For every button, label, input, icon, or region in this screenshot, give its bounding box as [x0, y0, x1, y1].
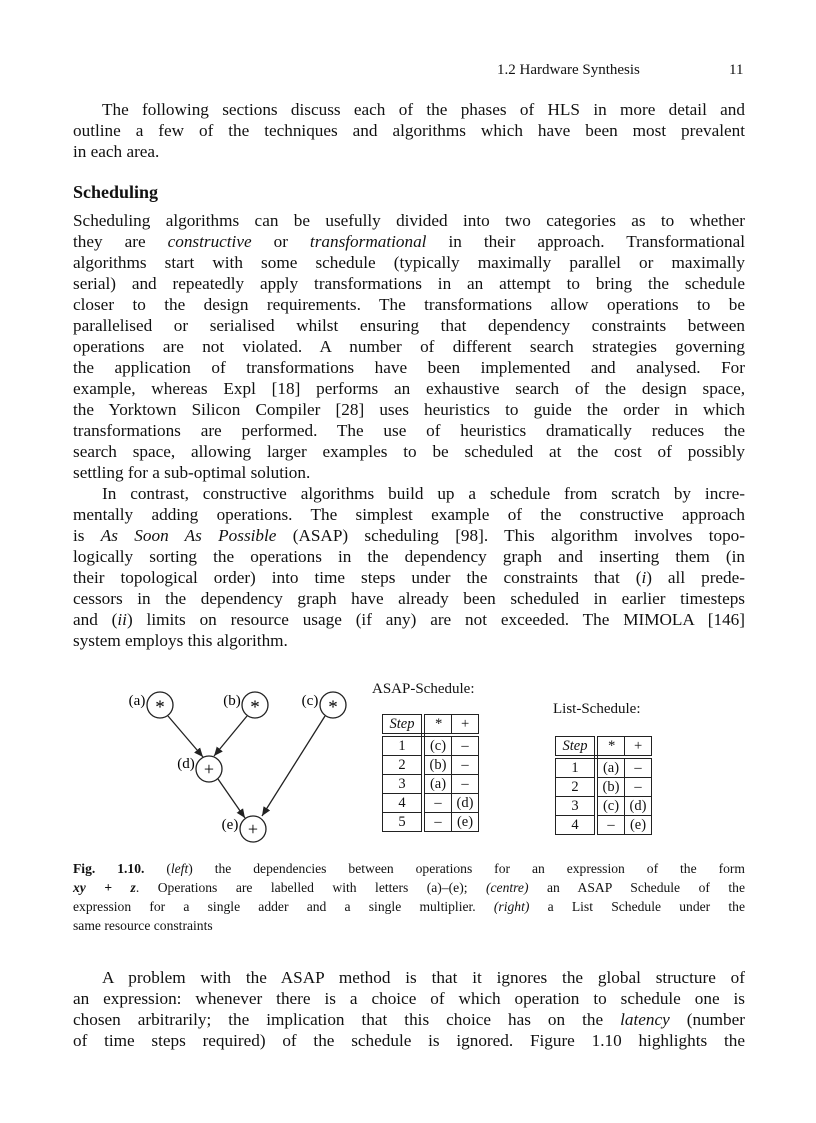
table-cell: (b) — [423, 756, 452, 775]
table-header-row — [556, 737, 652, 758]
node-b-op: * — [250, 697, 260, 718]
text-line — [73, 1030, 745, 1051]
node-e-op: + — [247, 819, 259, 839]
table-cell: – — [452, 756, 479, 775]
text-segment: As Soon As Possible — [100, 526, 277, 545]
text-segment: Fig. 1.10. — [73, 861, 145, 876]
table-cell: 1 — [383, 735, 424, 756]
text-segment: Scheduling algorithms can be usefully divided into two categories as to whether — [73, 211, 745, 230]
text-segment: system employs this algorithm. — [73, 631, 288, 650]
text-segment: (right) — [493, 899, 530, 914]
table-cell: – — [625, 778, 652, 797]
text-line — [73, 1009, 745, 1030]
table-cell: – — [596, 816, 625, 835]
text-segment: settling for a sub-optimal solution. — [73, 463, 311, 482]
table-cell: (b) — [596, 778, 625, 797]
text-segment: ) the dependencies between operations for an expression of the form — [188, 861, 745, 876]
text-segment: same resource constraints — [73, 918, 213, 933]
text-segment: (ASAP) scheduling [98]. This algorithm involves topo- — [276, 526, 745, 545]
table-cell: + — [452, 715, 479, 736]
text-segment: parallelised or serialised whilst ensuring that dependency constraints between — [73, 316, 745, 335]
text-segment: The following sections discuss each of the phases of HLS in more detail and — [102, 100, 745, 119]
text-line — [73, 916, 745, 935]
text-segment: operations are not violated. A number of different search strategies governing — [73, 337, 745, 356]
edge-d-e — [218, 779, 245, 818]
table-cell: 4 — [556, 816, 597, 835]
table-row — [383, 775, 479, 794]
running-header: 1.2 Hardware Synthesis — [497, 62, 640, 78]
text-segment: search space, allowing larger examples to be scheduled at the cost of possibly — [73, 442, 745, 461]
node-e-label: (e) — [221, 817, 239, 833]
text-segment: (centre) — [485, 880, 529, 895]
text-segment: their topological order) into time steps under the constraints that ( — [73, 568, 642, 587]
text-segment: A problem with the ASAP method is that it ignores the global structure of — [102, 968, 745, 987]
text-segment: chosen arbitrarily; the implication that this choice has on the — [73, 1010, 621, 1029]
text-segment: mentally adding operations. The simplest example of the constructive approach — [73, 505, 745, 524]
table-cell: – — [423, 794, 452, 813]
table-cell: – — [625, 757, 652, 778]
text-segment: i — [641, 568, 647, 587]
table-cell: Step — [383, 715, 424, 736]
table-row — [383, 813, 479, 832]
table-row — [383, 794, 479, 813]
table-row — [556, 757, 652, 778]
text-segment: a List Schedule under the — [529, 899, 745, 914]
text-segment: they are — [73, 232, 168, 251]
text-segment: In contrast, constructive algorithms build up a schedule from scratch by incre- — [102, 484, 745, 503]
table-cell: (e) — [452, 813, 479, 832]
table-row — [556, 778, 652, 797]
text-segment: xy + z — [73, 880, 136, 895]
text-line — [73, 897, 745, 916]
list-table — [555, 736, 652, 835]
node-a-label: (a) — [128, 693, 146, 709]
figure-caption — [73, 859, 745, 935]
section-heading: Scheduling — [73, 182, 159, 202]
text-line — [73, 988, 745, 1009]
table-row — [556, 797, 652, 816]
node-d-op: + — [203, 759, 215, 779]
text-segment: of time steps required) of the schedule is ignored. Figure 1.10 highlights the — [73, 1031, 745, 1050]
text-segment: closer to the design requirements. The transformations allow operations to be — [73, 295, 745, 314]
asap-title: ASAP-Schedule: — [372, 681, 475, 697]
node-c-op: * — [328, 697, 338, 718]
text-segment: . Operations are labelled with letters (a)–(e); — [135, 880, 486, 895]
text-segment: (number — [669, 1010, 745, 1029]
table-row — [556, 816, 652, 835]
node-b-label: (b) — [223, 693, 241, 709]
text-segment: an expression: whenever there is a choice of which operation to schedule one is — [73, 989, 745, 1008]
text-segment: serial) and repeatedly apply transformations in an attempt to bring the schedule — [73, 274, 745, 293]
text-segment: left — [170, 861, 189, 876]
table-cell: 2 — [556, 778, 597, 797]
text-segment: ii — [117, 610, 127, 629]
table-cell: 3 — [556, 797, 597, 816]
asap-table — [382, 714, 479, 832]
table-cell: 5 — [383, 813, 424, 832]
node-a-op: * — [155, 697, 165, 718]
node-c-label: (c) — [301, 693, 319, 709]
text-segment: ) limits on resource usage (if any) are not exceeded. The MIMOLA [146] — [126, 610, 745, 629]
table-cell: 4 — [383, 794, 424, 813]
table-cell: (d) — [625, 797, 652, 816]
paragraph-asap-problem — [73, 967, 745, 1051]
text-segment: in their approach. Transformational — [426, 232, 745, 251]
text-segment: in each area. — [73, 142, 160, 161]
text-segment: logically sorting the operations in the dependency graph and inserting them (in — [73, 547, 745, 566]
table-cell: – — [423, 813, 452, 832]
text-segment: the application of transformations have been implemented and analysed. For — [73, 358, 745, 377]
table-cell: – — [452, 735, 479, 756]
table-cell: * — [596, 737, 625, 758]
text-line — [73, 878, 745, 897]
table-cell: (c) — [423, 735, 452, 756]
text-segment: ( — [144, 861, 171, 876]
table-cell: 2 — [383, 756, 424, 775]
edge-b-d — [214, 716, 247, 756]
table-cell: (d) — [452, 794, 479, 813]
table-cell: (c) — [596, 797, 625, 816]
text-segment: cessors in the dependency graph have already been scheduled in earlier timesteps — [73, 589, 745, 608]
table-cell: (a) — [423, 775, 452, 794]
table-cell: 1 — [556, 757, 597, 778]
table-cell: (e) — [625, 816, 652, 835]
list-title: List-Schedule: — [553, 701, 641, 717]
text-segment: ) all prede- — [646, 568, 745, 587]
text-segment: and ( — [73, 610, 118, 629]
text-segment: or — [251, 232, 310, 251]
table-cell: (a) — [596, 757, 625, 778]
text-segment: an ASAP Schedule of the — [528, 880, 745, 895]
text-segment: latency — [620, 1010, 670, 1029]
text-segment: transformations are performed. The use of heuristics dramatically reduces the — [73, 421, 745, 440]
text-segment: example, whereas Expl [18] performs an exhaustive search of the design space, — [73, 379, 745, 398]
edge-c-e — [262, 716, 325, 816]
table-cell: 3 — [383, 775, 424, 794]
table-cell: – — [452, 775, 479, 794]
page-number: 11 — [729, 62, 744, 78]
text-segment: algorithms start with some schedule (typically maximally parallel or maximally — [73, 253, 745, 272]
table-row — [383, 735, 479, 756]
table-cell: + — [625, 737, 652, 758]
edge-a-d — [168, 716, 203, 757]
text-segment: outline a few of the techniques and algorithms which have been most prevalent — [73, 121, 745, 140]
text-segment: the Yorktown Silicon Compiler [28] uses heuristics to guide the order in which — [73, 400, 745, 419]
text-segment: is — [73, 526, 101, 545]
text-line — [73, 859, 745, 878]
table-cell: * — [423, 715, 452, 736]
table-row — [383, 756, 479, 775]
text-segment: constructive — [167, 232, 252, 251]
node-d-label: (d) — [177, 756, 195, 772]
text-segment: expression for a single adder and a single multiplier. — [73, 899, 494, 914]
text-line — [73, 967, 745, 988]
text-segment: transformational — [309, 232, 427, 251]
table-cell: Step — [556, 737, 597, 758]
table-header-row — [383, 715, 479, 736]
